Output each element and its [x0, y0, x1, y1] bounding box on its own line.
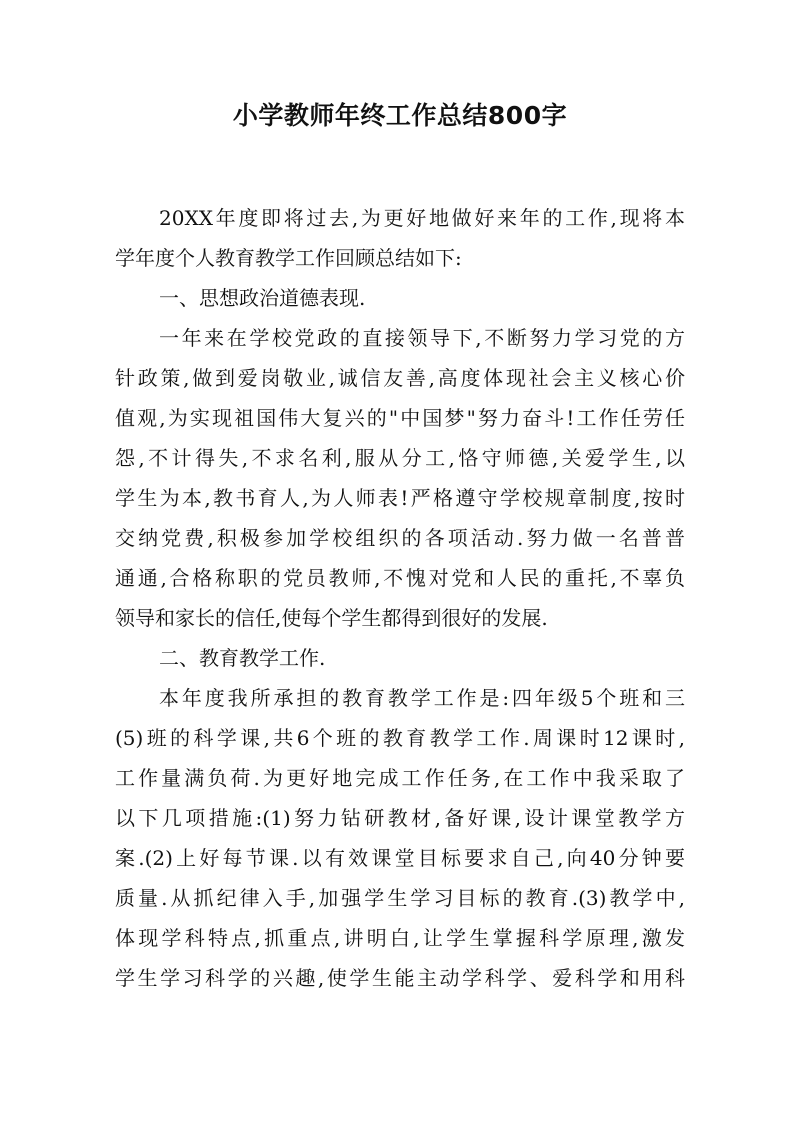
body-line: 二、教育教学工作. — [159, 646, 326, 670]
body-line: 交纳党费,积极参加学校组织的各项活动.努力做一名普普 — [115, 526, 685, 550]
body-line: 针政策,做到爱岗敬业,诚信友善,高度体现社会主义核心价 — [115, 366, 685, 390]
body-line: 学生学习科学的兴趣,使学生能主动学科学、爱科学和用科 — [115, 966, 685, 990]
document-body — [115, 198, 685, 998]
body-line: 学生为本,教书育人,为人师表!严格遵守学校规章制度,按时 — [115, 486, 685, 510]
body-line: 怨,不计得失,不求名利,服从分工,恪守师德,关爱学生,以 — [115, 446, 685, 470]
body-line: 案.(2)上好每节课.以有效课堂目标要求自己,向40分钟要 — [115, 846, 685, 870]
body-line: 体现学科特点,抓重点,讲明白,让学生掌握科学原理,激发 — [115, 926, 685, 950]
document-title: 小学教师年终工作总结800字 — [232, 101, 568, 130]
body-line: 以下几项措施:(1)努力钻研教材,备好课,设计课堂教学方 — [115, 806, 685, 830]
body-line: 质量.从抓纪律入手,加强学生学习目标的教育.(3)教学中, — [115, 886, 685, 910]
body-line: 学年度个人教育教学工作回顾总结如下: — [115, 246, 462, 270]
body-line: 一、思想政治道德表现. — [159, 286, 366, 310]
body-line: 工作量满负荷.为更好地完成工作任务,在工作中我采取了 — [115, 766, 685, 790]
body-line: 值观,为实现祖国伟大复兴的"中国梦"努力奋斗!工作任劳任 — [115, 406, 685, 430]
body-line: (5)班的科学课,共6个班的教育教学工作.周课时12课时, — [115, 726, 685, 750]
body-line: 20XX年度即将过去,为更好地做好来年的工作,现将本 — [159, 206, 685, 230]
body-line: 一年来在学校党政的直接领导下,不断努力学习党的方 — [159, 326, 685, 350]
body-line: 通通,合格称职的党员教师,不愧对党和人民的重托,不辜负 — [115, 566, 685, 590]
body-line: 本年度我所承担的教育教学工作是:四年级5个班和三 — [159, 686, 685, 710]
body-line: 领导和家长的信任,使每个学生都得到很好的发展. — [115, 606, 548, 630]
